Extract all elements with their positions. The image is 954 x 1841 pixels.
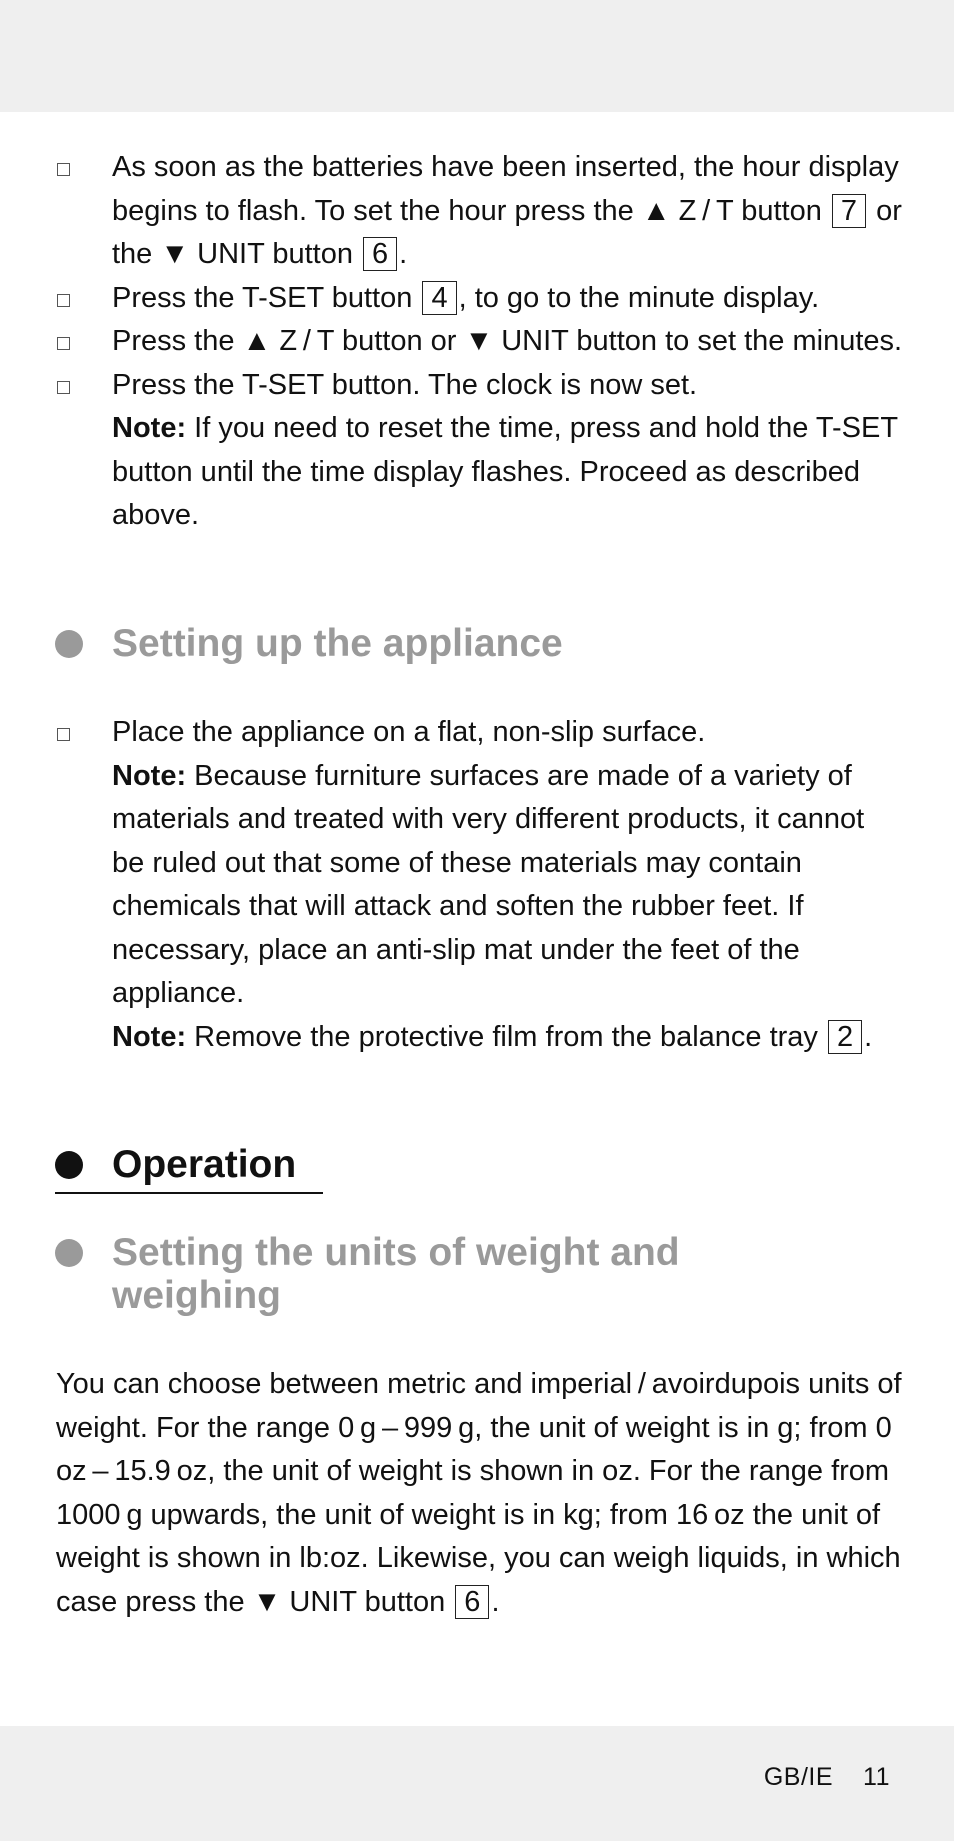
note: Note: If you need to reset the time, press and hold the T-SET button until the time display flashes. Proceed as described above.: [112, 412, 898, 531]
checkbox-bullet-icon: [57, 294, 70, 307]
time-setting-list: [0, 146, 954, 538]
region-label: GB/IE: [763, 1763, 834, 1791]
top-band: [0, 0, 954, 112]
units-body-text: You can choose between metric and imperial / avoirdupois units of weight. For the range 0 g – 999 g, the unit of weight is in g; from 0 oz – 15.9 oz, the unit of weight is shown in oz. For the range from 1000 g upwards, the unit of weight is in kg; from 16 oz the unit of weight is shown in lb:oz. Likewise, you can weigh liquids, in which case press the ▼ UNIT button 6 .: [56, 1368, 902, 1618]
list-item: As soon as the batteries have been inserted, the hour display begins to flash. To set the hour press the ▲ Z / T button 7 or the ▼ UNIT button 6 .: [0, 146, 954, 277]
checkbox-bullet-icon: [57, 337, 70, 350]
ref-number: 4: [422, 281, 456, 315]
bullet-dot-icon: [55, 1239, 83, 1267]
page-footer: [764, 1763, 890, 1792]
bullet-dot-icon: [55, 630, 83, 658]
list-item: Press the T-SET button 4 , to go to the minute display.: [0, 277, 954, 321]
page-number: 11: [863, 1763, 890, 1791]
checkbox-bullet-icon: [57, 163, 70, 176]
note: Note: Because furniture surfaces are made of a variety of materials and treated with very different products, it cannot be ruled out that some of these materials may contain chemicals that will attack and soften the rubber feet. If necessary, place an anti-slip mat under the feet of the appliance.: [112, 759, 865, 1009]
list-item: Press the ▲ Z / T button or ▼ UNIT button to set the minutes.: [0, 320, 954, 364]
note: Note: Remove the protective film from the balance tray 2 .: [112, 1020, 873, 1053]
setup-list: [0, 711, 954, 1059]
checkbox-bullet-icon: [57, 381, 70, 394]
heading-underline: [55, 1192, 323, 1194]
checkbox-bullet-icon: [57, 728, 70, 741]
ref-number: 7: [832, 194, 866, 228]
ref-number: 6: [455, 1585, 489, 1619]
list-item: Place the appliance on a flat, non-slip surface. Note: Because furniture surfaces are made of a variety of materials and treated with very different products, it cannot be ruled out that some of these materials may contain chemicals that will attack and soften the rubber feet. If necessary, place an anti-slip mat under the feet of the appliance. Note: Remove the protective film from the balance tray 2 .: [0, 711, 954, 1059]
ref-number: 6: [363, 237, 397, 271]
bullet-dot-icon: [55, 1151, 83, 1179]
list-item: Press the T-SET button. The clock is now set. Note: If you need to reset the time, press and hold the T-SET button until the time display flashes. Proceed as described above.: [0, 364, 954, 538]
ref-number: 2: [828, 1020, 862, 1054]
